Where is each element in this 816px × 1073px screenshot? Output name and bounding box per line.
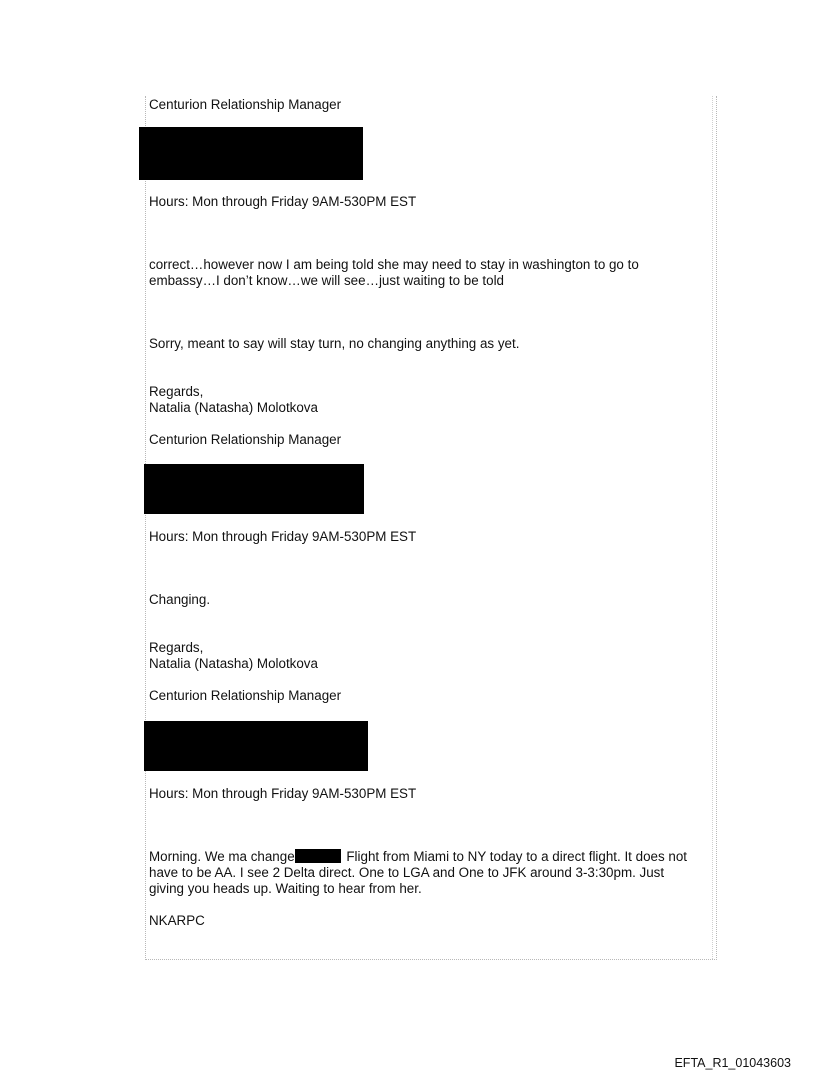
- message-line: Changing.: [149, 592, 211, 607]
- signature-title: Centurion Relationship Manager: [149, 97, 342, 112]
- signature-hours: Hours: Mon through Friday 9AM-530PM EST: [149, 194, 417, 209]
- redaction-block: [144, 464, 364, 514]
- message-line: [149, 849, 687, 865]
- signature-regards: Regards,: [149, 640, 204, 655]
- message-text: Morning. We ma change: [149, 849, 295, 864]
- inline-redaction: [295, 849, 341, 863]
- message-line: Sorry, meant to say will stay turn, no changing anything as yet.: [149, 336, 520, 351]
- signature-hours: Hours: Mon through Friday 9AM-530PM EST: [149, 786, 417, 801]
- signature-regards: Regards,: [149, 384, 204, 399]
- message-line: correct…however now I am being told she may need to stay in washington to go to: [149, 257, 639, 272]
- message-text: Flight from Miami to NY today to a direct flight. It does not: [346, 849, 687, 864]
- signature-name: Natalia (Natasha) Molotkova: [149, 400, 318, 415]
- message-line: giving you heads up. Waiting to hear from her.: [149, 881, 422, 896]
- message-signoff: NKARPC: [149, 913, 205, 928]
- redaction-block: [139, 127, 363, 180]
- document-id: EFTA_R1_01043603: [674, 1056, 791, 1070]
- signature-name: Natalia (Natasha) Molotkova: [149, 656, 318, 671]
- signature-title: Centurion Relationship Manager: [149, 688, 342, 703]
- redaction-block: [144, 721, 368, 771]
- message-frame: [145, 96, 717, 960]
- message-line: embassy…I don’t know…we will see…just waiting to be told: [149, 273, 505, 288]
- signature-hours: Hours: Mon through Friday 9AM-530PM EST: [149, 529, 417, 544]
- signature-title: Centurion Relationship Manager: [149, 432, 342, 447]
- message-line: have to be AA. I see 2 Delta direct. One to LGA and One to JFK around 3-3:30pm. Just: [149, 865, 665, 880]
